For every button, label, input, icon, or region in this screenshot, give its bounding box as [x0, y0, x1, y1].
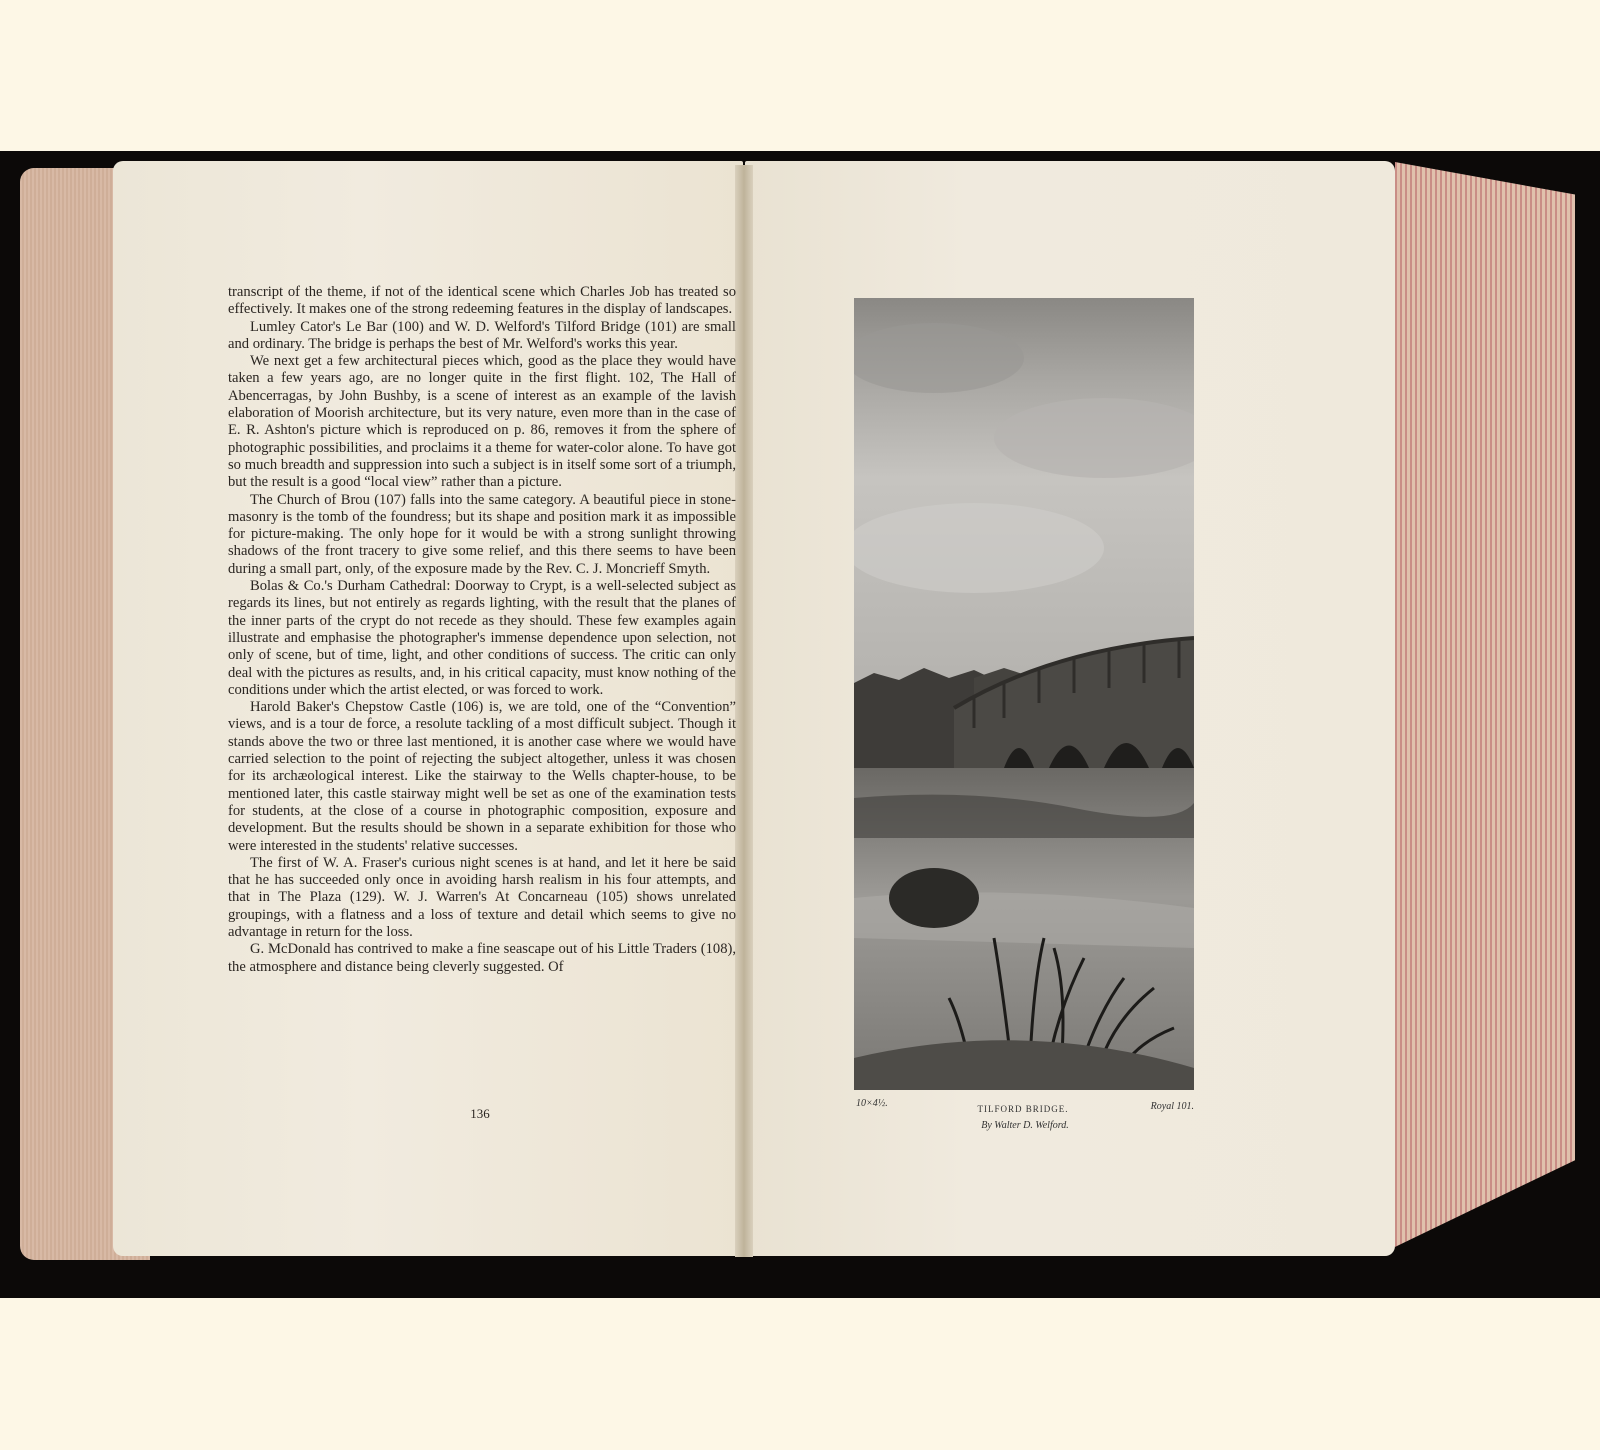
bridge-photo-illustration [854, 298, 1194, 1090]
bridge-photograph [854, 298, 1194, 1090]
paragraph: G. McDonald has contrived to make a fine seascape out of his Little Traders (108), the atmosphere and distance being cleverly suggested. Of [228, 941, 736, 975]
paragraph: Lumley Cator's Le Bar (100) and W. D. Welford's Tilford Bridge (101) are small and ordinary. The bridge is perhaps the best of Mr. Welford's works this year. [228, 318, 736, 352]
paragraph: Bolas & Co.'s Durham Cathedral: Doorway to Crypt, is a well-selected subject as regards its lines, but not entirely as regards lighting, with the result that the planes of the inner parts of the crypt do not recede as they should. These few examples again illustrate and emphasise the photographer's immense dependence upon selection, not only of scene, but of time, light, and other conditions of success. The critic can only deal with the pictures as results, and, in his critical capacity, must know nothing of the conditions under which the artist elected, or was forced to work. [228, 578, 736, 698]
plate-title: TILFORD BRIDGE. [977, 1104, 1069, 1114]
right-page-edges [1395, 162, 1575, 1247]
paragraph: transcript of the theme, if not of the identical scene which Charles Job has treated so effectively. It makes one of the strong redeeming features in the display of landscapes. [228, 284, 736, 318]
paragraph: The Church of Brou (107) falls into the same category. A beautiful piece in stone-masonry is the tomb of the foundress; but its shape and position mark it as impossible for picture-making. The only hope for it would be with a strong sunlight throwing shadows of the front tracery to give some relief, and this there seems to have been during a small part, only, of the exposure made by the Rev. C. J. Moncrieff Smyth. [228, 491, 736, 577]
paragraph: The first of W. A. Fraser's curious night scenes is at hand, and let it here be said that he has succeeded only once in avoiding harsh realism in his four attempts, and that in The Plaza (129). W. J. Warren's At Concarneau (105) shows unrelated groupings, with a flatness and a loss of texture and detail which seems to give no advantage in return for the loss. [228, 854, 736, 940]
plate-byline: By Walter D. Welford. [981, 1120, 1069, 1131]
paragraph: We next get a few architectural pieces which, good as the place they would have taken a few years ago, are no longer quite in the first flight. 102, The Hall of Abencerragas, by John Bushby, is a scene of interest as an example of the lavish elaboration of Moorish architecture, but its very nature, even more than in the case of E. R. Ashton's picture which is reproduced on p. 86, removes it from the sphere of photographic possibilities, and proclaims it a theme for water-color alone. To have got so much breadth and suppression into such a subject is in itself some sort of a triumph, but the result is a good “local view” rather than a picture. [228, 353, 736, 491]
plate-size-caption: 10×4½. [856, 1098, 888, 1109]
body-text [228, 284, 736, 976]
book-gutter [735, 165, 753, 1257]
plate-reference: Royal 101. [1150, 1101, 1194, 1112]
page-number: 136 [470, 1106, 490, 1121]
paragraph: Harold Baker's Chepstow Castle (106) is, we are told, one of the “Convention” views, and is a tour de force, a resolute tackling of a most difficult subject. Though it stands above the two or three last mentioned, it is another case where we would have carried selection to the point of rejecting the subject altogether, unless it was chosen for its archæological interest. Like the stairway to the Wells chapter-house, to be mentioned later, this castle stairway might well be set as one of the examination tests for students, at the close of a course in photographic composition, exposure and development. But the results should be shown in a separate exhibition for those who were interested in the students' relative successes. [228, 699, 736, 854]
